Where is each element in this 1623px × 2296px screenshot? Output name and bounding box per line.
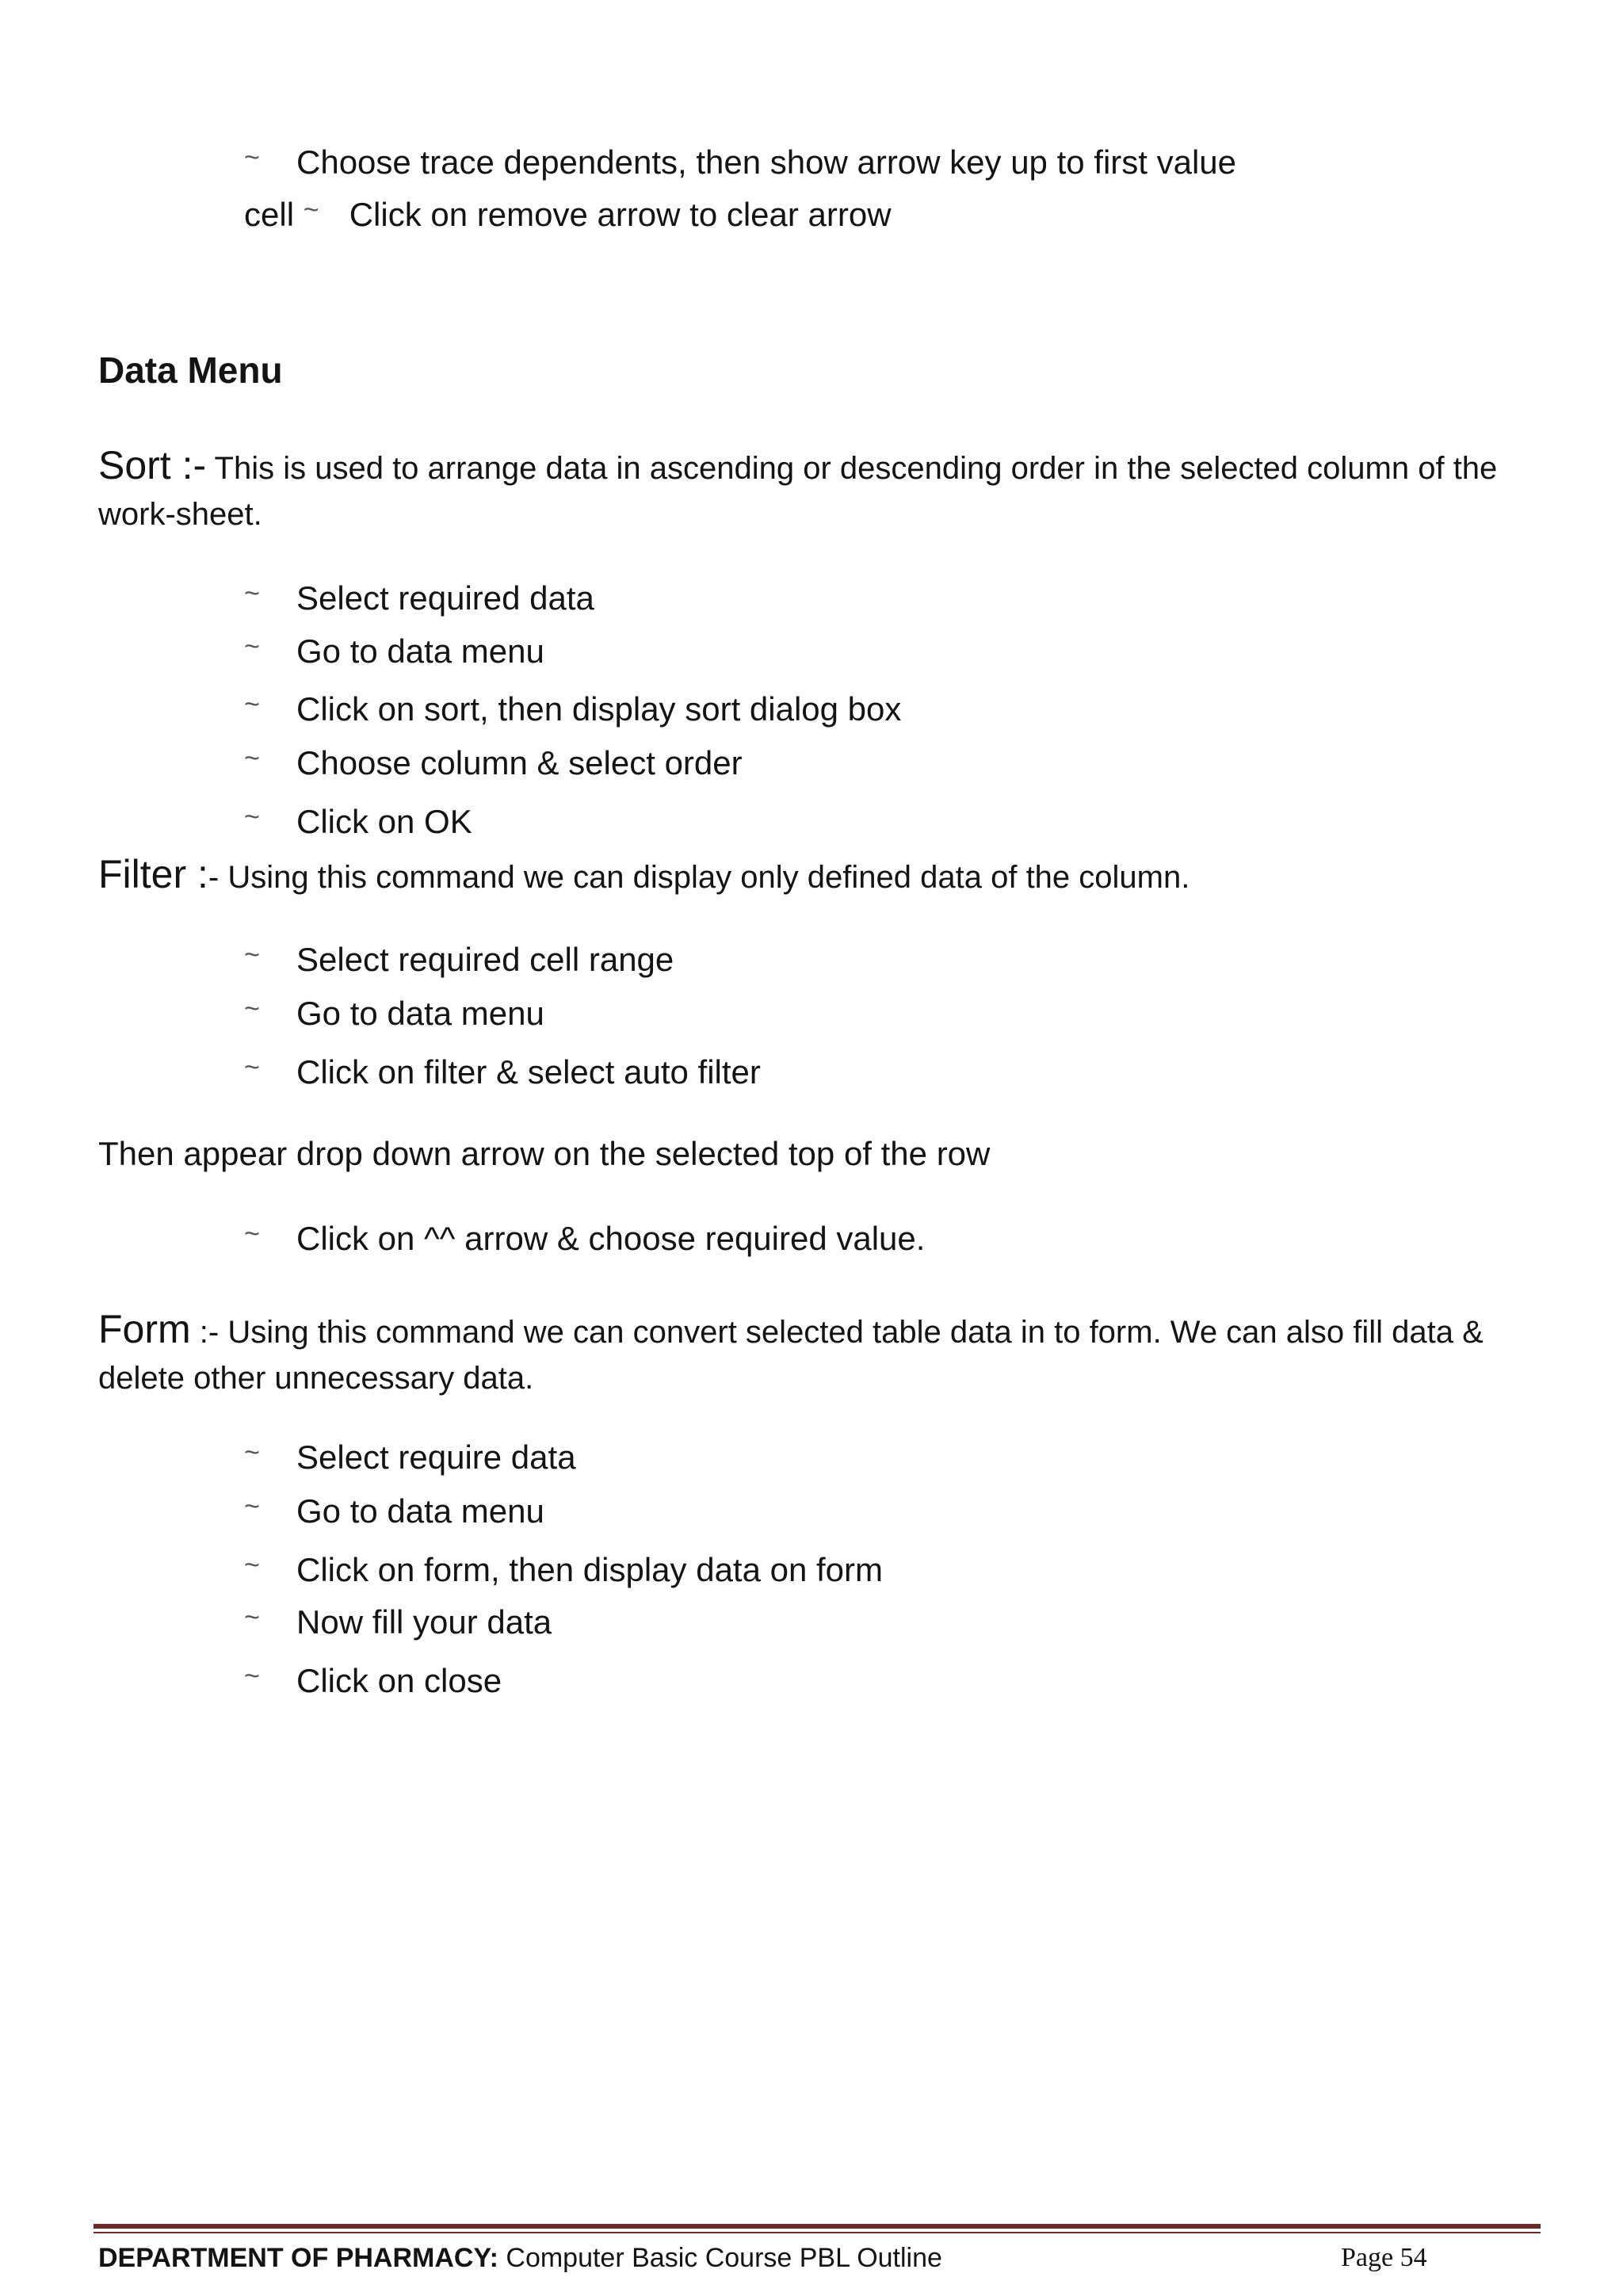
footer-divider-thin xyxy=(94,2232,1541,2233)
intro-cell-prefix: cell xyxy=(244,196,295,233)
sort-description: This is used to arrange data in ascending or descending order in the selected column of the work-sheet. xyxy=(98,451,1498,532)
footer-department: DEPARTMENT OF PHARMACY: xyxy=(98,2243,498,2273)
sort-step: Choose column & select order xyxy=(296,744,743,781)
list-item xyxy=(244,743,743,783)
list-item xyxy=(244,579,594,618)
form-label: Form xyxy=(98,1307,191,1351)
filter-after-step: Click on ^^ arrow & choose required value. xyxy=(296,1220,926,1257)
list-item xyxy=(244,994,544,1033)
list-item xyxy=(244,1550,883,1590)
tilde-bullet-icon: ~ xyxy=(303,195,319,225)
list-item xyxy=(244,940,674,980)
tilde-bullet-icon: ~ xyxy=(244,1492,260,1522)
list-item xyxy=(244,1219,925,1259)
sort-label: Sort :- xyxy=(98,443,207,487)
form-step: Go to data menu xyxy=(296,1492,544,1530)
list-item xyxy=(244,143,1236,182)
footer-course-title: Computer Basic Course PBL Outline xyxy=(498,2243,942,2273)
sort-step: Click on OK xyxy=(296,803,472,840)
tilde-bullet-icon: ~ xyxy=(244,1219,260,1249)
list-item xyxy=(244,632,544,671)
intro-step-text: Click on remove arrow to clear arrow xyxy=(349,196,892,233)
list-item xyxy=(244,195,892,235)
filter-step: Select required cell range xyxy=(296,941,674,978)
page-number: Page 54 xyxy=(1341,2243,1427,2272)
tilde-bullet-icon: ~ xyxy=(244,632,260,662)
sort-step: Select required data xyxy=(296,579,594,617)
sort-step: Go to data menu xyxy=(296,632,544,670)
tilde-bullet-icon: ~ xyxy=(244,1438,260,1468)
filter-step: Go to data menu xyxy=(296,995,544,1032)
filter-paragraph xyxy=(98,851,1525,900)
list-item xyxy=(244,1661,502,1701)
section-heading: Data Menu xyxy=(98,350,283,391)
list-item xyxy=(244,1492,544,1531)
form-step: Select require data xyxy=(296,1438,576,1476)
tilde-bullet-icon: ~ xyxy=(244,994,260,1024)
list-item xyxy=(244,690,901,729)
tilde-bullet-icon: ~ xyxy=(244,743,260,774)
tilde-bullet-icon: ~ xyxy=(244,143,260,173)
footer-course xyxy=(98,2243,942,2274)
tilde-bullet-icon: ~ xyxy=(244,940,260,970)
tilde-bullet-icon: ~ xyxy=(244,802,260,832)
footer-divider xyxy=(94,2224,1541,2229)
tilde-bullet-icon: ~ xyxy=(244,579,260,609)
form-description: :- Using this command we can convert selected table data in to form. We can also fill data & delete other unnecessary data. xyxy=(98,1315,1484,1396)
tilde-bullet-icon: ~ xyxy=(244,1550,260,1580)
tilde-bullet-icon: ~ xyxy=(244,1052,260,1083)
filter-description: - Using this command we can display only defined data of the column. xyxy=(208,860,1190,895)
tilde-bullet-icon: ~ xyxy=(244,1603,260,1633)
list-item xyxy=(244,1438,576,1477)
filter-label: Filter : xyxy=(98,852,208,896)
sort-paragraph xyxy=(98,442,1525,537)
sort-step: Click on sort, then display sort dialog box xyxy=(296,690,902,728)
form-step: Click on form, then display data on form xyxy=(296,1551,884,1588)
list-item xyxy=(244,1052,761,1092)
form-paragraph xyxy=(98,1306,1525,1401)
list-item xyxy=(244,1603,552,1642)
intro-step-text: Choose trace dependents, then show arrow key up to first value xyxy=(296,143,1237,181)
form-step: Now fill your data xyxy=(296,1603,552,1641)
list-item xyxy=(244,802,472,842)
tilde-bullet-icon: ~ xyxy=(244,1661,260,1691)
tilde-bullet-icon: ~ xyxy=(244,690,260,720)
form-step: Click on close xyxy=(296,1662,502,1699)
filter-note: Then appear drop down arrow on the selected top of the row xyxy=(98,1135,991,1172)
filter-step: Click on filter & select auto filter xyxy=(296,1053,761,1091)
